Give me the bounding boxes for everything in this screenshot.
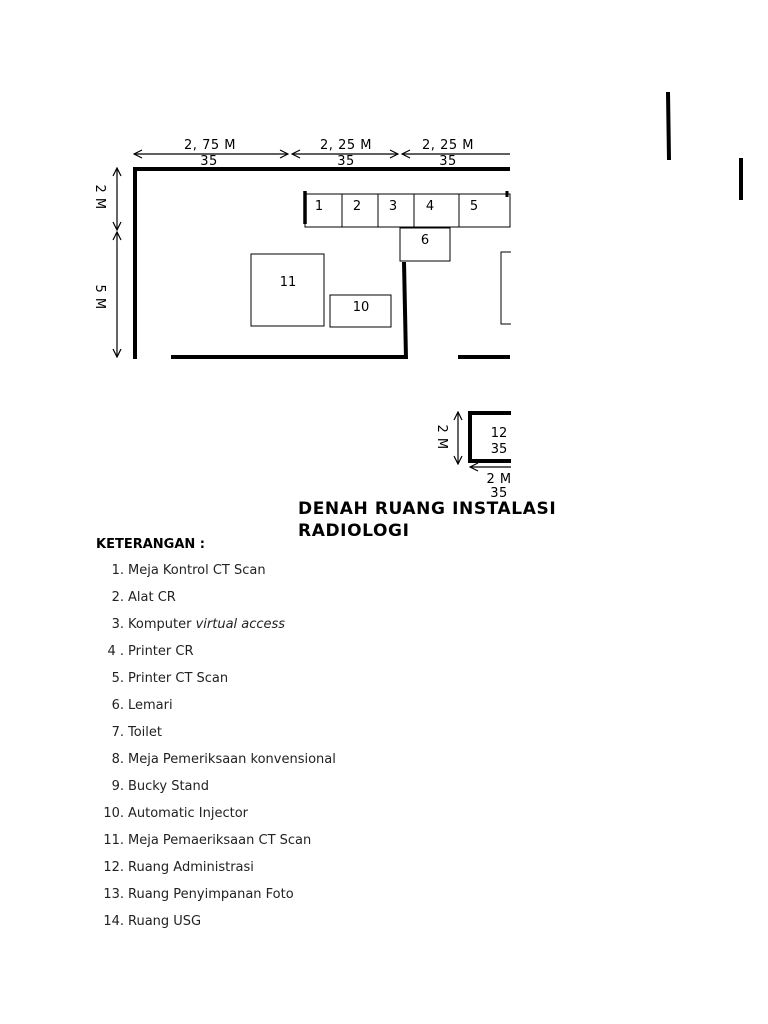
legend-item-label	[128, 804, 248, 831]
legend-item-text: Ruang USG	[128, 914, 202, 929]
dimension-sublabel: 35	[337, 154, 355, 169]
legend-item	[94, 831, 336, 858]
dimension-label: 2 M	[486, 472, 512, 487]
legend-item-number: 3.	[111, 617, 124, 632]
legend-item-number: 5.	[111, 671, 124, 686]
crop-mask	[511, 140, 631, 500]
legend-item-text: Printer CR	[128, 644, 194, 659]
legend-item-number: 14.	[103, 914, 124, 929]
legend-item-label	[128, 750, 336, 777]
legend-item	[94, 642, 336, 669]
legend-item-label	[128, 723, 162, 750]
legend-item-label	[128, 642, 194, 669]
dimension-label: 2 M	[92, 184, 107, 210]
dimension-label: 2 M	[434, 424, 449, 450]
legend-item-label	[128, 885, 294, 912]
dimension-sublabel: 35	[200, 154, 218, 169]
legend-item-number: 8.	[111, 752, 124, 767]
dimension-sublabel: 35	[439, 154, 457, 169]
legend-item	[94, 858, 336, 885]
legend-item-text: Ruang Penyimpanan Foto	[128, 887, 294, 902]
legend-item-italic-text: virtual access	[195, 617, 286, 632]
legend-item-text: Alat CR	[128, 590, 176, 605]
legend-item-label	[128, 777, 209, 804]
legend-item	[94, 588, 336, 615]
legend-item-number: 12.	[103, 860, 124, 875]
room-number: 5	[469, 199, 479, 214]
legend-item	[94, 615, 336, 642]
legend-item-number: 6.	[111, 698, 124, 713]
legend-item-text: Printer CT Scan	[128, 671, 229, 686]
legend-item-number: 13.	[103, 887, 124, 902]
room-number: 10	[352, 300, 370, 315]
dimension-label: 5 M	[92, 284, 107, 310]
legend-item-number: 11.	[103, 833, 124, 848]
legend-item-number: 4 .	[107, 644, 124, 659]
legend-item	[94, 723, 336, 750]
legend-item-label	[128, 615, 285, 642]
legend-item	[94, 804, 336, 831]
legend-item-label	[128, 561, 266, 588]
room-number: 1	[314, 199, 324, 214]
dimension-sublabel: 35	[490, 486, 508, 500]
legend-item	[94, 912, 336, 939]
legend-item-label	[128, 696, 173, 723]
legend-item-label	[128, 831, 311, 858]
legend-item	[94, 561, 336, 588]
legend-item-text: Ruang Administrasi	[128, 860, 254, 875]
legend-item-text: Meja Pemaeriksaan CT Scan	[128, 833, 312, 848]
legend-item	[94, 669, 336, 696]
legend-item	[94, 750, 336, 777]
legend-item-label	[128, 669, 228, 696]
room-number: 2	[352, 199, 362, 214]
room-number-sub: 35	[490, 442, 508, 457]
legend-heading: KETERANGAN :	[96, 537, 205, 552]
legend-list	[94, 561, 336, 939]
floor-plan	[0, 0, 768, 500]
room-number: 12	[490, 426, 508, 441]
legend-item-text: Meja Kontrol CT Scan	[128, 563, 266, 578]
wall-fragment	[668, 92, 669, 160]
room-number: 3	[388, 199, 398, 214]
legend-item-number: 10.	[103, 806, 124, 821]
legend-item-number: 2.	[111, 590, 124, 605]
legend-item	[94, 885, 336, 912]
legend-item-text: Automatic Injector	[128, 806, 249, 821]
dimension-label: 2, 75 M	[184, 138, 236, 153]
room-number: 4	[425, 199, 435, 214]
legend-item-text: Bucky Stand	[128, 779, 210, 794]
room-number: 11	[279, 275, 297, 290]
furniture-box	[305, 194, 510, 227]
legend-item-number: 1.	[111, 563, 124, 578]
legend-item-label	[128, 858, 254, 885]
wall	[404, 262, 406, 359]
legend-item-text: Meja Pemeriksaan konvensional	[128, 752, 336, 767]
legend-item-text: Lemari	[128, 698, 173, 713]
legend-item-text: Toilet	[128, 725, 163, 740]
furniture-box	[251, 254, 324, 326]
legend-item	[94, 696, 336, 723]
legend-item-number: 9.	[111, 779, 124, 794]
room-number: 6	[420, 233, 430, 248]
dimension-label: 2, 25 M	[320, 138, 372, 153]
legend-item-label	[128, 912, 201, 939]
legend-item-number: 7.	[111, 725, 124, 740]
legend-item	[94, 777, 336, 804]
legend-item-text: Komputer	[128, 617, 192, 632]
legend-item-label	[128, 588, 176, 615]
dimension-label: 2, 25 M	[422, 138, 474, 153]
page-title: DENAH RUANG INSTALASI RADIOLOGI	[298, 499, 557, 541]
